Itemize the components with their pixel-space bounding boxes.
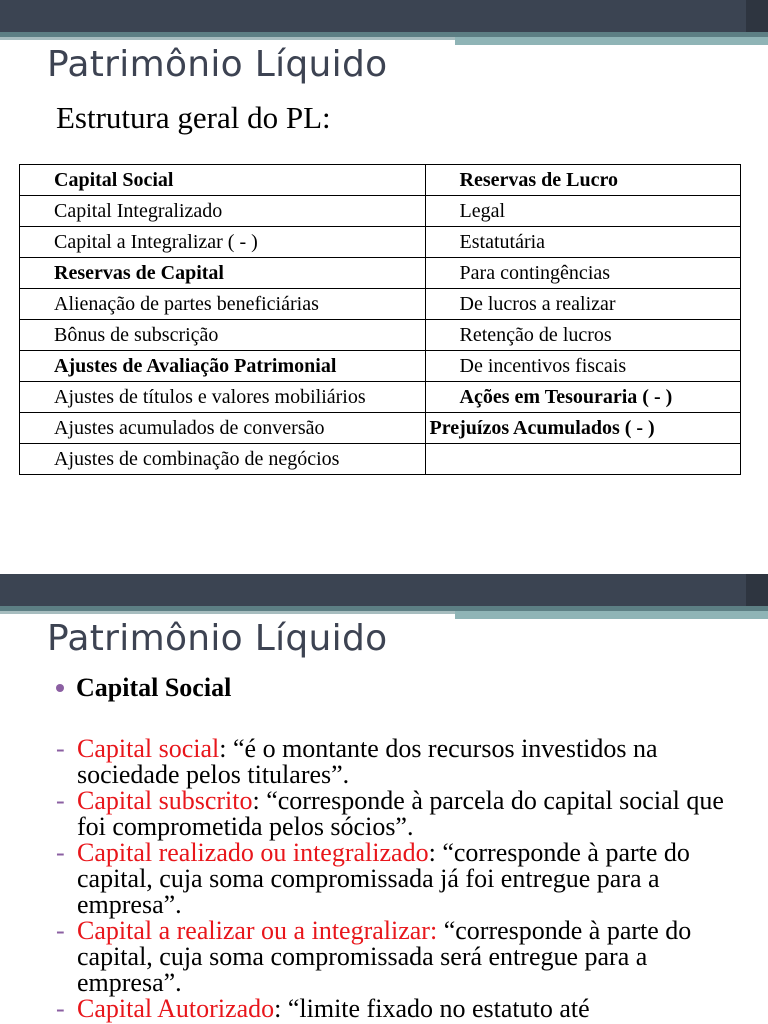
definition-text: “é o montante dos recursos investidos na sociedade pelos titulares”. bbox=[77, 734, 658, 789]
definition-term: Capital social bbox=[77, 734, 220, 763]
table-row bbox=[20, 258, 741, 289]
table-cell-left: Ajustes de títulos e valores mobiliários bbox=[20, 382, 426, 413]
table-cell-left: Capital a Integralizar ( - ) bbox=[20, 227, 426, 258]
dash-bullet-icon: - bbox=[56, 734, 65, 763]
table-cell-right: De lucros a realizar bbox=[425, 289, 740, 320]
slide-2 bbox=[0, 574, 768, 1024]
bullet-dot-icon bbox=[56, 684, 64, 692]
definition-term: Capital realizado ou integralizado bbox=[77, 838, 429, 867]
slide-header-bar bbox=[0, 574, 768, 606]
bullet-heading bbox=[56, 673, 231, 703]
definition-separator: : bbox=[252, 786, 260, 815]
table-cell-right: Estatutária bbox=[425, 227, 740, 258]
table-cell-right: Para contingências bbox=[425, 258, 740, 289]
definition-text: “corresponde à parcela do capital social que foi comprometida pelos sócios”. bbox=[77, 786, 724, 841]
definition-separator: : bbox=[219, 734, 227, 763]
table-row bbox=[20, 413, 741, 444]
definition-term: Capital subscrito bbox=[77, 786, 253, 815]
table-row bbox=[20, 227, 741, 258]
pl-structure-table bbox=[19, 164, 741, 475]
definition-text: “corresponde à parte do capital, cuja soma compromissada será entregue para a empresa”. bbox=[77, 916, 692, 997]
table-cell-left: Reservas de Capital bbox=[20, 258, 426, 289]
slide-header-bar bbox=[0, 0, 768, 32]
definition-item bbox=[56, 840, 736, 918]
table-row bbox=[20, 382, 741, 413]
table-row bbox=[20, 196, 741, 227]
table-cell-right: Reservas de Lucro bbox=[425, 165, 740, 196]
table-row bbox=[20, 289, 741, 320]
table-cell-left: Ajustes de Avaliação Patrimonial bbox=[20, 351, 426, 382]
table-cell-right: Retenção de lucros bbox=[425, 320, 740, 351]
table-row bbox=[20, 351, 741, 382]
table-cell-right bbox=[425, 444, 740, 475]
definition-item bbox=[56, 736, 736, 788]
slide-subtitle: Estrutura geral do PL: bbox=[56, 100, 331, 135]
definition-text: “corresponde à parte do capital, cuja soma compromissada já foi entregue para a empresa”. bbox=[77, 838, 690, 919]
table-row bbox=[20, 444, 741, 475]
table-row bbox=[20, 165, 741, 196]
definition-separator: : bbox=[274, 994, 282, 1023]
table-cell-left: Capital Integralizado bbox=[20, 196, 426, 227]
table-cell-left: Capital Social bbox=[20, 165, 426, 196]
definition-term: Capital Autorizado bbox=[77, 994, 275, 1023]
table-cell-right: Ações em Tesouraria ( - ) bbox=[425, 382, 740, 413]
dash-bullet-icon: - bbox=[56, 916, 65, 945]
bullet-heading-text: Capital Social bbox=[76, 673, 232, 702]
table-cell-left: Bônus de subscrição bbox=[20, 320, 426, 351]
table-cell-left: Ajustes de combinação de negócios bbox=[20, 444, 426, 475]
definition-text: “limite fixado no estatuto até bbox=[281, 994, 590, 1023]
dash-bullet-icon: - bbox=[56, 838, 65, 867]
definition-item bbox=[56, 918, 736, 996]
definitions-list bbox=[56, 736, 736, 1022]
header-accent-stripe bbox=[0, 611, 768, 614]
definition-item bbox=[56, 996, 736, 1022]
table-row bbox=[20, 320, 741, 351]
table-cell-left: Alienação de partes beneficiárias bbox=[20, 289, 426, 320]
slide-title: Patrimônio Líquido bbox=[47, 44, 388, 85]
table-cell-right: Prejuízos Acumulados ( - ) bbox=[425, 413, 740, 444]
table-cell-right: Legal bbox=[425, 196, 740, 227]
table-cell-left: Ajustes acumulados de conversão bbox=[20, 413, 426, 444]
definition-separator: : bbox=[428, 838, 436, 867]
dash-bullet-icon: - bbox=[56, 994, 65, 1023]
table-cell-right: De incentivos fiscais bbox=[425, 351, 740, 382]
definition-item bbox=[56, 788, 736, 840]
dash-bullet-icon: - bbox=[56, 786, 65, 815]
header-accent-stripe bbox=[0, 37, 768, 40]
slide-title: Patrimônio Líquido bbox=[47, 618, 388, 659]
definition-term: Capital a realizar ou a integralizar: bbox=[77, 916, 438, 945]
